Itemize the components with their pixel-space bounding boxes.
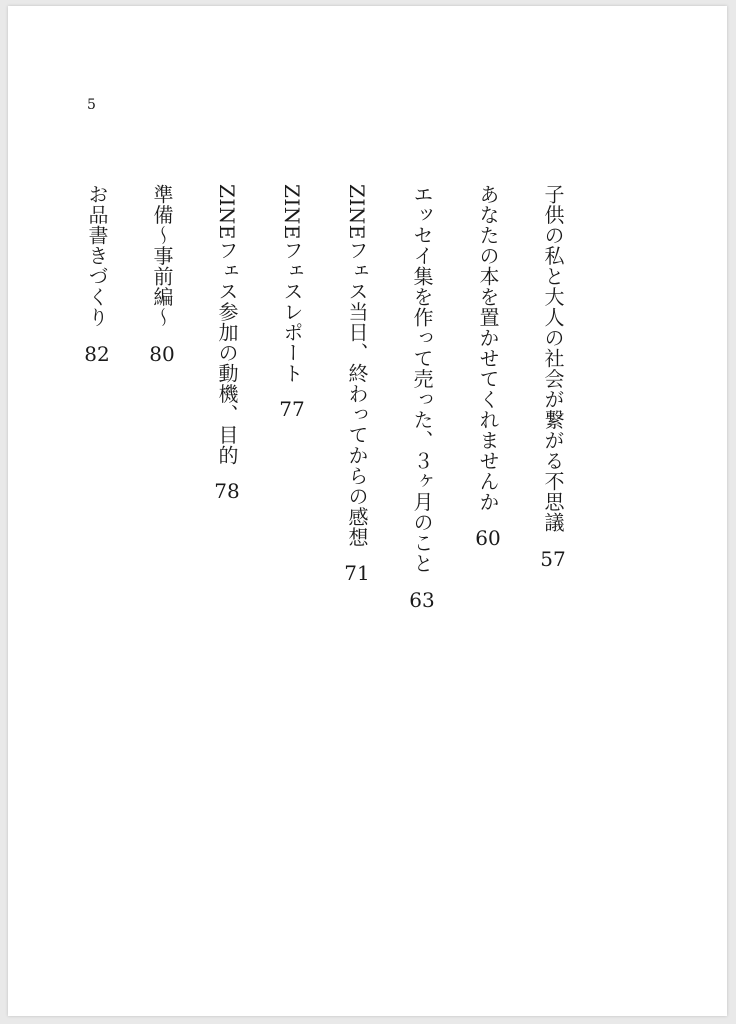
document-page [8,6,727,1016]
toc-entry-title: お品書きづくり [85,184,109,328]
toc-entry-page: 57 [540,546,566,571]
toc-entry [277,184,307,422]
toc-entry-title: 子供の私と大人の社会が繋がる不思議 [541,184,565,533]
toc-entry-page: 77 [279,397,305,422]
toc-entry-title: 準備～事前編～ [150,184,174,328]
toc-entry [538,184,568,569]
toc-entry-page: 80 [149,341,175,366]
toc-entry-page: 71 [344,561,370,586]
toc-entry-page: 63 [409,587,435,612]
toc-entry-title: エッセイ集を作って売った、３ヶ月のこと [410,184,434,574]
toc-entry [342,184,372,586]
toc-entry-title: あなたの本を置かせてくれませんか [476,184,500,512]
toc-entry-page: 82 [84,341,110,366]
toc-entry [212,184,242,504]
toc-entry-title: ZINEフェスレポート [280,184,304,384]
toc-entry [147,184,177,364]
toc-entry-title: ZINEフェス参加の動機、目的 [215,184,239,466]
toc-entry-page: 60 [475,526,501,550]
page-number: 5 [87,97,96,113]
toc-entry-title: ZINEフェス当日、終わってからの感想 [345,184,369,548]
toc-entry [473,184,503,548]
toc-entry [407,184,437,610]
toc-entry-page: 78 [214,479,240,504]
toc-entry [82,184,112,364]
